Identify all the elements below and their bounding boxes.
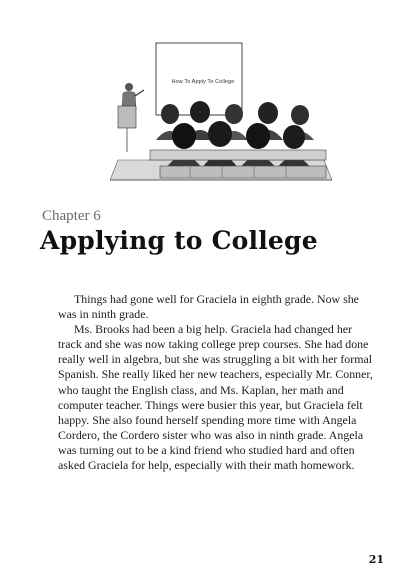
paragraph: Ms. Brooks had been a big help. Graciela had changed her track and she was now taking college prep courses. She had done really well in algebra, but she was struggling a bit with her formal Spanish. She really liked her new teachers, especially Mr. Conner, who taught the English class, and Ms. Kaplan, her math and computer teacher. Things were busier this year, but Graciela felt happy. She also found herself spending more time with Angela Cordero, the Cordero sister who was also in ninth grade. Angela was turning out to be a kind friend who studied hard and often asked Graciela for help, especially with their math homework. xyxy=(58,322,373,473)
body-text xyxy=(58,292,376,473)
screen-caption: How To Apply To College xyxy=(171,79,235,85)
chapter-number: Chapter 6 xyxy=(42,208,101,224)
chapter-title: Applying to College xyxy=(40,226,318,255)
page-number: 21 xyxy=(368,553,384,566)
paragraph: Things had gone well for Graciela in eighth grade. Now she was in ninth grade. xyxy=(58,292,359,322)
presenter-figure xyxy=(118,83,144,152)
lecture-illustration xyxy=(110,40,332,186)
